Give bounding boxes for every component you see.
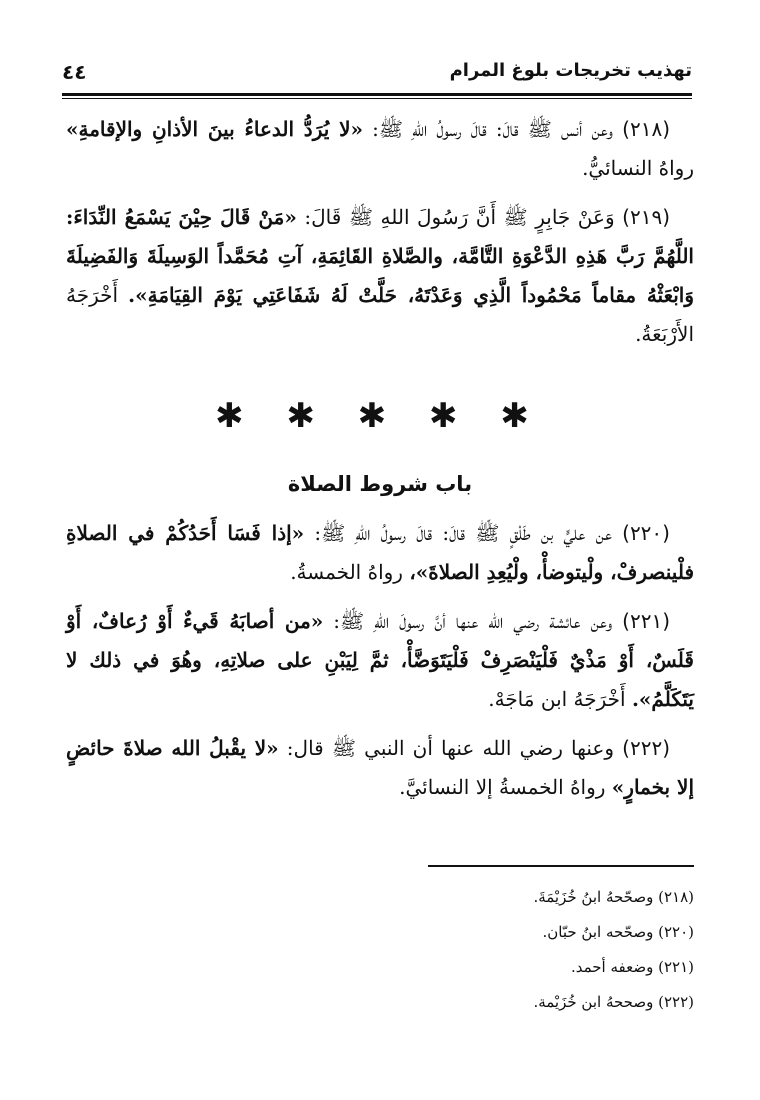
footnote-rule: [428, 865, 694, 867]
hadith-section-1: [66, 110, 694, 364]
hadith-intro: وعنها رضي الله عنها أن النبي ﷺ قال:: [286, 736, 614, 760]
hadith-219: [66, 198, 694, 354]
hadith-intro: وعن أنس ﷺ قالَ: قالَ رسولُ اللهِ ﷺ:: [372, 117, 613, 141]
hadith-section-2: [66, 514, 694, 817]
hadith-intro: عن عليٍّ بن طَلْقٍ ﷺ قالَ: قالَ رسولُ اللهِ ﷺ:: [314, 521, 612, 545]
hadith-222: [66, 729, 694, 807]
hadith-221: [66, 602, 694, 719]
hadith-number: (٢١٩): [622, 205, 670, 229]
hadith-source: رواهُ الخمسةُ إلا النسائيَّ.: [399, 775, 606, 799]
hadith-number: (٢٢٠): [622, 521, 670, 545]
chapter-title: باب شروط الصلاة: [287, 472, 473, 496]
footnote-218: (٢١٨) وصحّحهُ ابنُ خُزَيْمَةَ.: [533, 888, 694, 906]
hadith-quote: «إذا فَسَا أَحَدُكُمْ في الصلاةِ فلْينصرفْ، ولْيتوضأْ، ولْيُعِدِ الصلاةَ»،: [66, 521, 694, 584]
hadith-source: رواهُ النسائيُّ.: [582, 156, 694, 180]
hadith-218: [66, 110, 694, 188]
footnote-222: (٢٢٢) وصححهُ ابن خُزَيْمة.: [533, 993, 694, 1011]
hadith-intro: وعن عائشة رضي الله عنها أنَّ رسولَ اللهِ ﷺ:: [333, 609, 613, 633]
page-header: [62, 58, 692, 92]
section-separator: ✱ ✱ ✱ ✱ ✱: [215, 396, 545, 436]
hadith-quote: «مَنْ قَالَ حِيْنَ يَسْمَعُ النِّدَاءَ: اللَّهُمَّ رَبَّ هَذِهِ الدَّعْوَةِ التَّامَّة، والصَّلاةِ القَائِمَةِ، آتِ مُحَمَّداً الوَسِيلَةَ وَالفَضِيلَةَ وَابْعَثْهُ مقاماً مَحْمُوداً الَّذِي وَعَدْتَهُ، حَلَّتْ لَهُ شَفَاعَتِي يَوْمَ القِيَامَةِ».: [66, 205, 695, 307]
footnote-220: (٢٢٠) وصحّحه ابنُ حبّان.: [542, 923, 694, 941]
hadith-source: أَخْرَجَهُ ابن مَاجَهْ.: [488, 687, 626, 711]
hadith-number: (٢٢١): [622, 609, 670, 633]
hadith-number: (٢٢٢): [622, 736, 670, 760]
page-number: ٤٤: [62, 60, 87, 84]
hadith-quote: «من أصابَهُ قَيءٌ أَوْ رُعافٌ، أَوْ قَلَسٌ، أَوْ مَذْيٌ فَلْيَنْصَرِفْ فَلْيَتَوَضَّأْ، ثمَّ لِيَبْنِ على صلاتِهِ، وهُوَ في ذلك لا يَتَكَلَّمُ».: [66, 609, 694, 711]
hadith-source: رواهُ الخمسةُ.: [290, 560, 403, 584]
hadith-quote: «لا يُرَدُّ الدعاءُ بينَ الأذانِ والإقامةِ»: [66, 117, 363, 141]
hadith-source: أَخْرَجَهُ الأَرْبَعَةُ.: [66, 283, 694, 346]
hadith-intro: وَعَنْ جَابِرٍ ﷺ أَنَّ رَسُولَ اللهِ ﷺ قَالَ:: [304, 205, 615, 229]
hadith-220: [66, 514, 694, 592]
footnote-221: (٢٢١) وضعفه أحمد.: [570, 958, 694, 976]
header-rule: [62, 93, 692, 99]
running-title: تهذيب تخريجات بلوغ المرام: [449, 60, 692, 81]
hadith-number: (٢١٨): [622, 117, 671, 141]
hadith-quote: «لا يقْبلُ الله صلاةَ حائضٍ إلا بخمارٍ»: [66, 736, 694, 799]
footnotes: [300, 880, 694, 1020]
